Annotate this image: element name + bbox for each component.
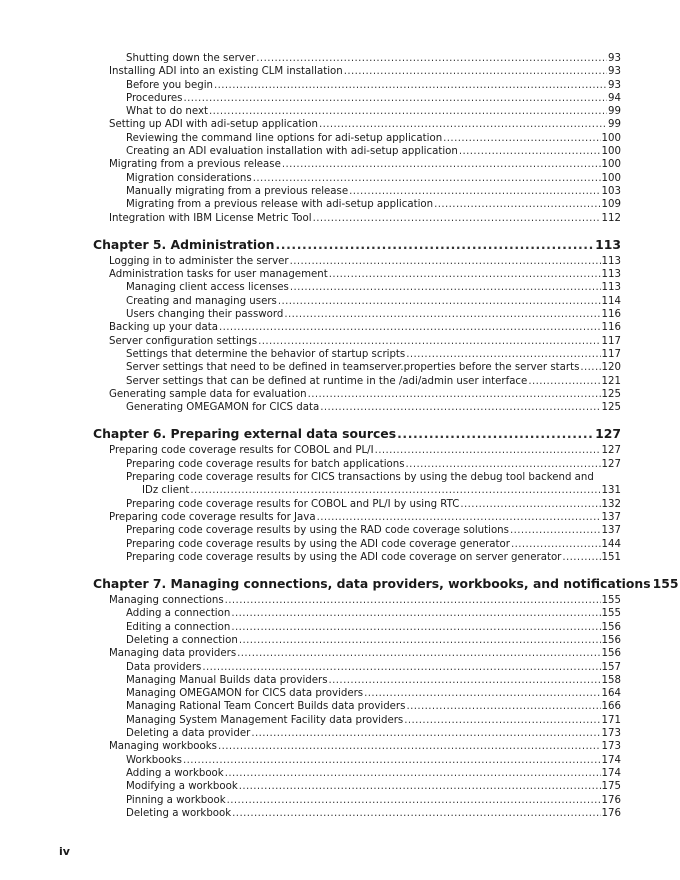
toc-entry-page: 125 (601, 402, 621, 414)
page-number: iv (59, 845, 70, 858)
toc-entry[interactable] (93, 727, 621, 740)
dot-leader (349, 185, 600, 198)
toc-entry[interactable] (93, 647, 621, 660)
toc-entry-title: Setting up ADI with adi-setup application (109, 119, 318, 131)
toc-entry[interactable] (93, 700, 621, 713)
toc-entry-page: 116 (601, 309, 621, 321)
toc-entry[interactable] (93, 79, 621, 92)
dot-leader (256, 52, 607, 65)
toc-entry-title: Logging in to administer the server (109, 255, 289, 267)
toc-entry-title: Creating and managing users (126, 295, 277, 307)
toc-entry[interactable] (93, 308, 621, 321)
toc-entry-page: 93 (608, 66, 621, 78)
toc-entry[interactable] (93, 255, 621, 268)
toc-entry-page: 127 (601, 445, 621, 457)
dot-leader (183, 754, 601, 767)
toc-entry-page: 175 (601, 781, 621, 793)
toc-entry-page: 158 (601, 674, 621, 686)
toc-entry-title: Server configuration settings (109, 335, 258, 347)
toc-entry-title: Settings that determine the behavior of startup scripts (126, 348, 406, 360)
dot-leader (239, 780, 601, 793)
toc-entry[interactable] (93, 268, 621, 281)
toc-entry-page: 112 (601, 212, 621, 224)
toc-entry-title: Generating sample data for evaluation (109, 388, 307, 400)
toc-entry-title: Deleting a connection (126, 634, 238, 646)
toc-entry[interactable] (93, 375, 621, 388)
toc-entry-title: Workbooks (126, 754, 182, 766)
toc-chapter-page: 113 (595, 236, 621, 252)
toc-entry-page: 116 (601, 322, 621, 334)
toc-entry-title: Preparing code coverage results for COBOL and PL/I (109, 445, 374, 457)
toc-entry-title: Pinning a workbook (126, 794, 226, 806)
toc-entry-title: Editing a connection (126, 621, 231, 633)
toc-entry-page: 132 (601, 498, 621, 510)
toc-entry[interactable] (93, 754, 621, 767)
dot-leader (219, 321, 601, 334)
toc-entry-page: 174 (601, 767, 621, 779)
dot-leader (231, 607, 600, 620)
dot-leader (253, 172, 601, 185)
dot-leader (258, 335, 600, 348)
toc-entry-title: Installing ADI into an existing CLM installation (109, 66, 343, 78)
toc-entry-title: Adding a workbook (126, 767, 224, 779)
dot-leader (227, 794, 601, 807)
dot-leader (313, 212, 601, 225)
toc-entry[interactable] (93, 538, 621, 551)
toc-entry-page: 99 (608, 119, 621, 131)
dot-leader (190, 484, 600, 497)
toc-entry-title: Shutting down the server (126, 53, 256, 64)
dot-leader (459, 145, 601, 158)
toc-entry-continuation[interactable] (93, 484, 621, 497)
dot-leader (225, 594, 601, 607)
toc-entry-page: 174 (601, 754, 621, 766)
dot-leader (282, 158, 601, 171)
dot-leader (511, 538, 601, 551)
toc-entry-title: Managing client access licenses (126, 282, 289, 294)
dot-leader (397, 426, 594, 442)
toc-entry[interactable] (93, 295, 621, 308)
toc-entry-page: 93 (608, 53, 621, 64)
toc-entry-title: Migration considerations (126, 172, 252, 184)
dot-leader (434, 198, 600, 211)
dot-leader (317, 511, 601, 524)
toc-entry[interactable] (93, 281, 621, 294)
toc-entry-title: Modifying a workbook (126, 781, 238, 793)
toc-entry-title: Migrating from a previous release with adi-setup application (126, 199, 434, 211)
toc-entry-page: 113 (601, 255, 621, 267)
toc-chapter[interactable] (93, 576, 679, 592)
toc-entry-title: Creating an ADI evaluation installation with adi-setup application (126, 146, 458, 158)
dot-leader (580, 361, 600, 374)
toc-entry-page: 144 (601, 538, 621, 550)
dot-leader (251, 727, 600, 740)
dot-leader (184, 92, 608, 105)
dot-leader (375, 444, 601, 457)
toc-entry-page: 156 (601, 634, 621, 646)
dot-leader (406, 700, 600, 713)
toc-entry[interactable] (93, 65, 621, 78)
toc-entry-title: Server settings that can be defined at runtime in the /adi/admin user interface (126, 375, 528, 387)
toc-entry-page: 93 (608, 79, 621, 91)
toc-entry-title: Preparing code coverage results for CICS transactions by using the debug tool backend and (126, 472, 594, 484)
toc-entry[interactable] (93, 794, 621, 807)
toc-entry-title: Preparing code coverage results for Java (109, 511, 316, 523)
toc-entry[interactable] (93, 511, 621, 524)
toc-entry-page: 155 (601, 608, 621, 620)
toc-entry-page: 137 (601, 525, 621, 537)
toc-entry[interactable] (93, 361, 621, 374)
dot-leader (319, 118, 607, 131)
dot-leader (278, 295, 601, 308)
toc-entry-page: 164 (601, 688, 621, 700)
toc-entry-page: 94 (608, 92, 621, 104)
toc-entry[interactable] (93, 185, 621, 198)
toc-entry[interactable] (93, 92, 621, 105)
toc-entry[interactable] (93, 401, 621, 414)
toc-entry-title: Generating OMEGAMON for CICS data (126, 402, 320, 414)
dot-leader (308, 388, 601, 401)
toc-entry-title: Managing System Management Facility data providers (126, 714, 404, 726)
toc-entry-title: Managing OMEGAMON for CICS data providers (126, 688, 364, 700)
toc-entry-page: 103 (601, 185, 621, 197)
toc-entry-title: Preparing code coverage results by using the RAD code coverage solutions (126, 525, 509, 537)
table-of-contents (93, 52, 679, 820)
toc-chapter-title: Chapter 5. Administration (93, 236, 275, 252)
dot-leader (290, 281, 601, 294)
toc-entry[interactable] (93, 388, 621, 401)
dot-leader (562, 551, 600, 564)
toc-entry-title: Deleting a workbook (126, 807, 232, 819)
toc-entry-title: Preparing code coverage results for COBOL and PL/I by using RTC (126, 498, 460, 510)
dot-leader (290, 255, 601, 268)
toc-entry[interactable] (93, 740, 621, 753)
toc-chapter-title: Chapter 7. Managing connections, data providers, workbooks, and notifications (93, 576, 651, 592)
dot-leader (443, 132, 600, 145)
toc-entry[interactable] (93, 212, 621, 225)
toc-entry-title-continued: IDz client (142, 485, 190, 497)
toc-chapter-title: Chapter 6. Preparing external data sources (93, 426, 397, 442)
toc-entry[interactable] (93, 52, 621, 65)
dot-leader (218, 740, 601, 753)
toc-entry[interactable] (93, 780, 621, 793)
dot-leader (329, 674, 601, 687)
toc-entry-title: Users changing their password (126, 309, 284, 321)
toc-entry-title: Managing connections (109, 595, 224, 607)
dot-leader (329, 268, 601, 281)
dot-leader (528, 375, 600, 388)
toc-entry-page: 157 (601, 661, 621, 673)
toc-entry-title: Deleting a data provider (126, 728, 251, 740)
toc-entry-title: Managing Rational Team Concert Builds data providers (126, 701, 406, 713)
toc-entry[interactable] (93, 348, 621, 361)
toc-entry-page: 117 (601, 335, 621, 347)
toc-entry-title: Backing up your data (109, 322, 218, 334)
toc-entry[interactable] (93, 714, 621, 727)
toc-entry[interactable] (93, 687, 621, 700)
toc-entry-page: 100 (601, 132, 621, 144)
toc-entry-page: 137 (601, 511, 621, 523)
dot-leader (225, 767, 601, 780)
toc-entry[interactable] (93, 145, 621, 158)
toc-entry[interactable] (93, 767, 621, 780)
toc-entry-title: Managing data providers (109, 648, 237, 660)
toc-entry[interactable] (93, 335, 621, 348)
toc-entry-page: 100 (601, 172, 621, 184)
toc-entry-title: Manually migrating from a previous release (126, 185, 349, 197)
toc-entry-page: 117 (601, 348, 621, 360)
toc-entry-title: Server settings that need to be defined in teamserver.properties before the server starts (126, 362, 580, 374)
toc-entry-title: Administration tasks for user management (109, 269, 328, 281)
dot-leader (284, 308, 600, 321)
toc-chapter[interactable] (93, 237, 621, 253)
toc-entry-page: 151 (601, 551, 621, 563)
toc-entry-page: 176 (601, 794, 621, 806)
dot-leader (214, 79, 607, 92)
toc-entry-title: Before you begin (126, 79, 213, 91)
toc-entry[interactable] (93, 172, 621, 185)
toc-entry-page: 113 (601, 282, 621, 294)
toc-entry-title: Procedures (126, 92, 183, 104)
dot-leader (276, 237, 595, 253)
dot-leader (364, 687, 600, 700)
toc-entry-title: Managing workbooks (109, 741, 217, 753)
toc-entry-title: Migrating from a previous release (109, 159, 281, 171)
dot-leader (404, 714, 600, 727)
toc-entry-page: 166 (601, 701, 621, 713)
toc-entry[interactable] (93, 498, 621, 511)
toc-entry[interactable] (93, 198, 621, 211)
toc-entry-page: 173 (601, 741, 621, 753)
toc-entry-page: 109 (601, 199, 621, 211)
toc-entry-page: 171 (601, 714, 621, 726)
toc-entry[interactable] (93, 132, 621, 145)
toc-entry[interactable] (93, 458, 621, 471)
toc-entry-title: Preparing code coverage results by using the ADI code coverage generator (126, 538, 510, 550)
toc-entry-page: 114 (601, 295, 621, 307)
toc-entry[interactable] (93, 674, 621, 687)
toc-entry-title: Adding a connection (126, 608, 231, 620)
toc-entry[interactable] (93, 661, 621, 674)
toc-entry[interactable] (93, 621, 621, 634)
toc-entry-page: 99 (608, 106, 621, 118)
toc-entry-wrapped[interactable] (93, 471, 621, 484)
toc-entry-page: 121 (601, 375, 621, 387)
toc-entry[interactable] (93, 634, 621, 647)
toc-entry-page: 120 (601, 362, 621, 374)
dot-leader (209, 105, 607, 118)
toc-entry[interactable] (93, 607, 621, 620)
toc-entry-page: 100 (601, 146, 621, 158)
toc-entry-title: Data providers (126, 661, 202, 673)
toc-entry[interactable] (93, 321, 621, 334)
dot-leader (239, 634, 601, 647)
dot-leader (232, 807, 600, 820)
toc-entry-title: Reviewing the command line options for adi-setup application (126, 132, 443, 144)
toc-entry[interactable] (93, 551, 621, 564)
toc-entry-title: Integration with IBM License Metric Tool (109, 212, 312, 224)
toc-entry-page: 127 (601, 458, 621, 470)
dot-leader (320, 401, 600, 414)
toc-entry-page: 100 (601, 159, 621, 171)
toc-entry-title: Preparing code coverage results by using the ADI code coverage on server generator (126, 551, 562, 563)
dot-leader (510, 524, 601, 537)
toc-chapter[interactable] (93, 426, 621, 442)
toc-chapter-page: 127 (595, 426, 621, 442)
toc-entry[interactable] (93, 594, 621, 607)
dot-leader (406, 458, 601, 471)
toc-entry-page: 125 (601, 388, 621, 400)
toc-entry[interactable] (93, 524, 621, 537)
toc-entry[interactable] (93, 118, 621, 131)
toc-entry-page: 113 (601, 269, 621, 281)
dot-leader (406, 348, 600, 361)
toc-entry-page: 156 (601, 648, 621, 660)
toc-entry[interactable] (93, 105, 621, 118)
dot-leader (344, 65, 607, 78)
toc-chapter-page: 155 (652, 576, 679, 592)
toc-entry-title: What to do next (126, 106, 208, 118)
toc-entry[interactable] (93, 158, 621, 171)
toc-entry-page: 155 (601, 595, 621, 607)
dot-leader (202, 661, 600, 674)
toc-entry-page: 176 (601, 807, 621, 819)
toc-entry-title: Preparing code coverage results for batch applications (126, 458, 405, 470)
toc-entry[interactable] (93, 807, 621, 820)
toc-entry-page: 173 (601, 728, 621, 740)
dot-leader (460, 498, 600, 511)
toc-entry-page: 131 (601, 485, 621, 497)
dot-leader (231, 621, 600, 634)
toc-entry-page: 156 (601, 621, 621, 633)
toc-entry-title: Managing Manual Builds data providers (126, 674, 328, 686)
dot-leader (237, 647, 600, 660)
toc-entry[interactable] (93, 444, 621, 457)
